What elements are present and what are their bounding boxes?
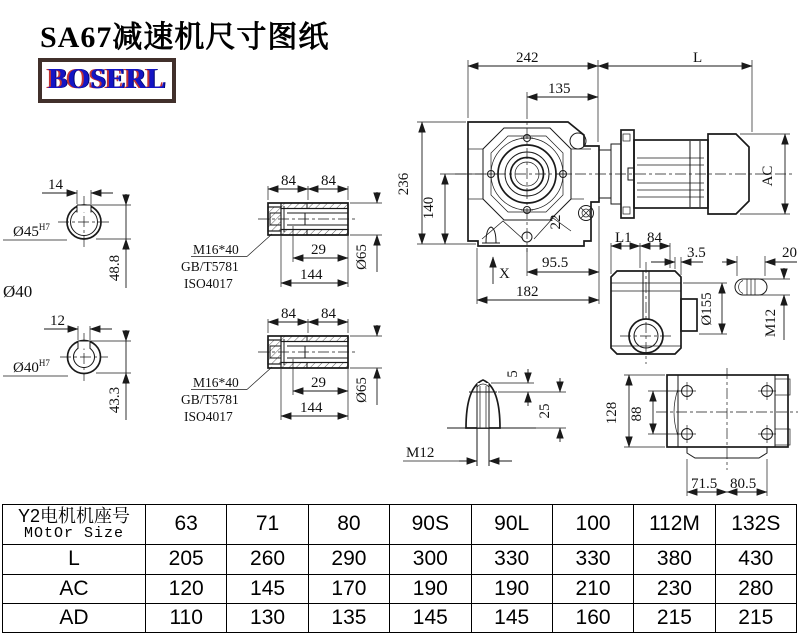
cell-AC-4: 190 xyxy=(471,574,552,603)
dim-front-236: 236 xyxy=(396,172,412,196)
dim-dia-45: $Ø45^{H7}$ xyxy=(13,222,50,240)
dim-bottom-88: 88 xyxy=(629,406,645,422)
cell-AD-0: 110 xyxy=(146,603,227,632)
view-shaft-sleeve-top xyxy=(181,173,382,291)
cell-AC-1: 145 xyxy=(227,574,308,603)
view-key-detail xyxy=(722,245,797,340)
cell-AC-2: 170 xyxy=(308,574,389,603)
dim-shaft-seg1: 84 xyxy=(281,173,296,189)
view-key-section xyxy=(403,369,566,466)
dim-side-84: 84 xyxy=(647,230,662,246)
col-size-90s: 90S xyxy=(390,505,471,545)
dim-bottom-715: 71.5 xyxy=(691,476,718,492)
dim-shaft2-seg2: 84 xyxy=(321,306,336,322)
col-size-71: 71 xyxy=(227,505,308,545)
col-size-90l: 90L xyxy=(471,505,552,545)
cell-L-7: 430 xyxy=(715,544,796,574)
dim-plug-22: 22 xyxy=(548,214,564,230)
table-header-cn: Y2电机机座号 xyxy=(17,506,131,526)
dim-side-l1: L1 xyxy=(615,230,632,246)
dim-key-20: 20 xyxy=(782,245,797,261)
dim-shaft-seg2: 84 xyxy=(321,173,336,189)
view-front-gearbox-motor xyxy=(396,50,795,304)
dim-keyway-depth-45: 48.8 xyxy=(107,254,123,282)
view-bottom-gearbox xyxy=(604,368,798,496)
view-side-gearbox xyxy=(611,230,727,364)
cell-L-0: 205 xyxy=(146,544,227,574)
col-size-112m: 112M xyxy=(634,505,715,545)
dim-front-140: 140 xyxy=(421,196,437,220)
page-title: SA67减速机尺寸图纸 xyxy=(40,21,330,54)
row-label-AD: AD xyxy=(3,603,146,632)
row-label-AC: AC xyxy=(3,574,146,603)
cell-AD-3: 145 xyxy=(390,603,471,632)
col-size-80: 80 xyxy=(308,505,389,545)
col-size-132s: 132S xyxy=(715,505,796,545)
dim-keysec-m12: M12 xyxy=(406,445,435,461)
dim-keyway-width-40: 12 xyxy=(50,313,65,329)
label-std-iso-2: ISO4017 xyxy=(184,409,233,424)
row-label-L: L xyxy=(3,544,146,574)
table-header-motor-size xyxy=(3,505,146,545)
cell-AC-5: 210 xyxy=(552,574,633,603)
table-row-AD xyxy=(3,603,797,632)
table-header-row xyxy=(3,505,797,545)
cell-L-1: 260 xyxy=(227,544,308,574)
view-bore-45 xyxy=(3,177,131,301)
motor-size-table xyxy=(2,504,797,633)
view-bore-40 xyxy=(3,313,131,420)
dim-bottom-805: 80.5 xyxy=(730,476,757,492)
label-std-gb: GB/T5781 xyxy=(181,259,239,274)
dim-keysec-5: 5 xyxy=(505,370,521,378)
brand-logo-text: BOSERL xyxy=(48,63,166,95)
dim-keyway-depth-40: 43.3 xyxy=(107,386,123,414)
dim-shaft-total-len: 144 xyxy=(300,267,323,283)
cell-AD-4: 145 xyxy=(471,603,552,632)
dim-bottom-128: 128 xyxy=(604,401,620,425)
col-size-100: 100 xyxy=(552,505,633,545)
dim-keyway-width-45: 14 xyxy=(48,177,63,193)
label-bolt-spec: M16*40 xyxy=(193,242,239,257)
view-shaft-sleeve-bottom xyxy=(181,306,382,424)
dim-front-L: L xyxy=(693,50,703,66)
cell-AC-6: 230 xyxy=(634,574,715,603)
dim-side-dia155: Ø155 xyxy=(699,292,715,326)
cell-L-3: 300 xyxy=(390,544,471,574)
cell-AC-7: 280 xyxy=(715,574,796,603)
dim-key-m12: M12 xyxy=(763,308,779,338)
cell-AC-0: 120 xyxy=(146,574,227,603)
cell-AD-7: 215 xyxy=(715,603,796,632)
vent-plug xyxy=(486,227,496,243)
dim-shaft-dia: Ø65 xyxy=(354,244,370,270)
dim-shaft2-seg1: 84 xyxy=(281,306,296,322)
dim-side-35: 3.5 xyxy=(687,245,706,261)
dim-shaft2-dia: Ø65 xyxy=(354,377,370,403)
dim-shaft2-bore-len: 29 xyxy=(311,375,326,391)
cell-AC-3: 190 xyxy=(390,574,471,603)
label-std-gb-2: GB/T5781 xyxy=(181,392,239,407)
dim-dia-40: $Ø40^{H7}$ xyxy=(13,358,50,376)
label-bolt-spec-2: M16*40 xyxy=(193,375,239,390)
dim-shaft-bore-len: 29 xyxy=(311,242,326,258)
table-row-AC xyxy=(3,574,797,603)
dim-front-135: 135 xyxy=(548,81,571,97)
dim-shaft2-total-len: 144 xyxy=(300,400,323,416)
cell-L-2: 290 xyxy=(308,544,389,574)
cell-L-5: 330 xyxy=(552,544,633,574)
cell-L-4: 330 xyxy=(471,544,552,574)
table-header-en: MOtOr Size xyxy=(23,524,124,542)
cell-AD-6: 215 xyxy=(634,603,715,632)
cell-AD-1: 130 xyxy=(227,603,308,632)
label-std-iso: ISO4017 xyxy=(184,276,233,291)
dim-front-242: 242 xyxy=(516,50,539,66)
cell-AD-2: 135 xyxy=(308,603,389,632)
col-size-63: 63 xyxy=(146,505,227,545)
dim-front-955: 95.5 xyxy=(542,255,569,271)
dim-front-182: 182 xyxy=(516,284,539,300)
label-dia-40: Ø40 xyxy=(3,282,33,301)
dim-keysec-25: 25 xyxy=(537,403,553,419)
dim-front-x: X xyxy=(499,266,510,282)
table-row-L xyxy=(3,544,797,574)
cell-L-6: 380 xyxy=(634,544,715,574)
dim-front-ac: AC xyxy=(760,165,776,187)
cell-AD-5: 160 xyxy=(552,603,633,632)
